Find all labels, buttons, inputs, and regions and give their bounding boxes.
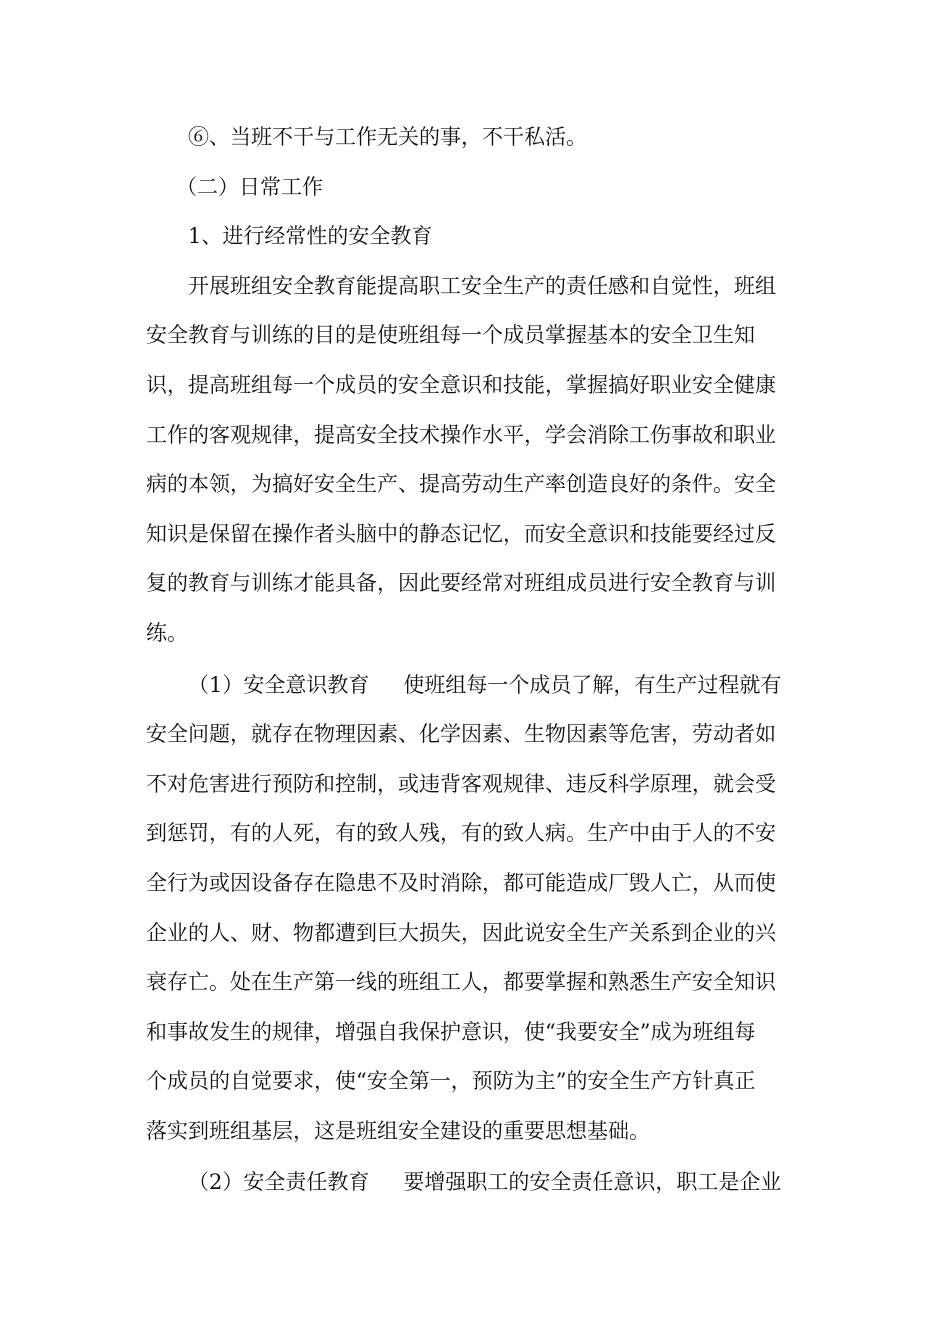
paragraph-line: 到惩罚，有的人死，有的致人残，有的致人病。生产中由于人的不安 — [146, 821, 776, 845]
paragraph-line: 衰存亡。处在生产第一线的班组工人，都要掌握和熟悉生产安全知识 — [146, 970, 776, 994]
text-line — [0, 563, 950, 603]
paragraph-line: 知识是保留在操作者头脑中的静态记忆，而安全意识和技能要经过反 — [146, 522, 776, 546]
text-line — [0, 863, 950, 903]
text-line — [0, 714, 950, 754]
text-line — [0, 415, 950, 455]
text-line — [0, 1012, 950, 1052]
text-line — [0, 266, 950, 306]
text-line — [0, 315, 950, 355]
subheading-safety-responsibility: （2）安全责任教育 — [188, 1170, 370, 1194]
paragraph-line: 识，提高班组每一个成员的安全意识和技能，掌握搞好职业安全健康 — [146, 373, 776, 397]
text-line — [0, 665, 950, 705]
text-line — [0, 913, 950, 953]
paragraph-line: 练。 — [146, 621, 188, 645]
list-item-6: ⑥、当班不干与工作无关的事，不干私活。 — [188, 125, 587, 149]
text-line — [0, 167, 950, 207]
text-line — [0, 764, 950, 804]
text-line — [0, 613, 950, 653]
paragraph-line: 开展班组安全教育能提高职工安全生产的责任感和自觉性，班组 — [188, 274, 776, 298]
text-line — [0, 1162, 950, 1202]
paragraph-line: 病的本领，为搞好安全生产、提高劳动生产率创造良好的条件。安全 — [146, 472, 776, 496]
paragraph-line: 落实到班组基层，这是班组安全建设的重要思想基础。 — [146, 1119, 650, 1143]
text-line — [0, 1111, 950, 1151]
paragraph-line: 全行为或因设备存在隐患不及时消除，都可能造成厂毁人亡，从而使 — [146, 871, 776, 895]
text-line — [0, 365, 950, 405]
subsection-heading: 1、进行经常性的安全教育 — [188, 224, 433, 248]
paragraph-line: 和事故发生的规律，增强自我保护意识，使“我要安全”成为班组每 — [146, 1020, 756, 1044]
text-line — [0, 962, 950, 1002]
text-line — [0, 514, 950, 554]
text-line — [0, 464, 950, 504]
paragraph-line: 复的教育与训练才能具备，因此要经常对班组成员进行安全教育与训 — [146, 571, 776, 595]
paragraph-line: 个成员的自觉要求，使“安全第一，预防为主”的安全生产方针真正 — [146, 1069, 756, 1093]
paragraph-line: 企业的人、财、物都遭到巨大损失，因此说安全生产关系到企业的兴 — [146, 921, 776, 945]
paragraph-line: 要增强职工的安全责任意识，职工是企业 — [403, 1170, 782, 1194]
paragraph-heading-group — [188, 1162, 781, 1202]
subheading-safety-awareness: （1）安全意识教育 — [188, 673, 370, 697]
text-line — [0, 117, 950, 157]
paragraph-line: 使班组每一个成员了解，有生产过程就有 — [403, 673, 782, 697]
text-line — [0, 216, 950, 256]
section-heading: （二）日常工作 — [176, 175, 323, 199]
text-line — [0, 1061, 950, 1101]
paragraph-line: 不对危害进行预防和控制，或违背客观规律、违反科学原理，就会受 — [146, 772, 776, 796]
paragraph-heading-group — [188, 665, 781, 705]
paragraph-line: 安全问题，就存在物理因素、化学因素、生物因素等危害，劳动者如 — [146, 722, 776, 746]
paragraph-line: 工作的客观规律，提高安全技术操作水平，学会消除工伤事故和职业 — [146, 423, 776, 447]
text-line — [0, 813, 950, 853]
paragraph-line: 安全教育与训练的目的是使班组每一个成员掌握基本的安全卫生知 — [146, 323, 755, 347]
